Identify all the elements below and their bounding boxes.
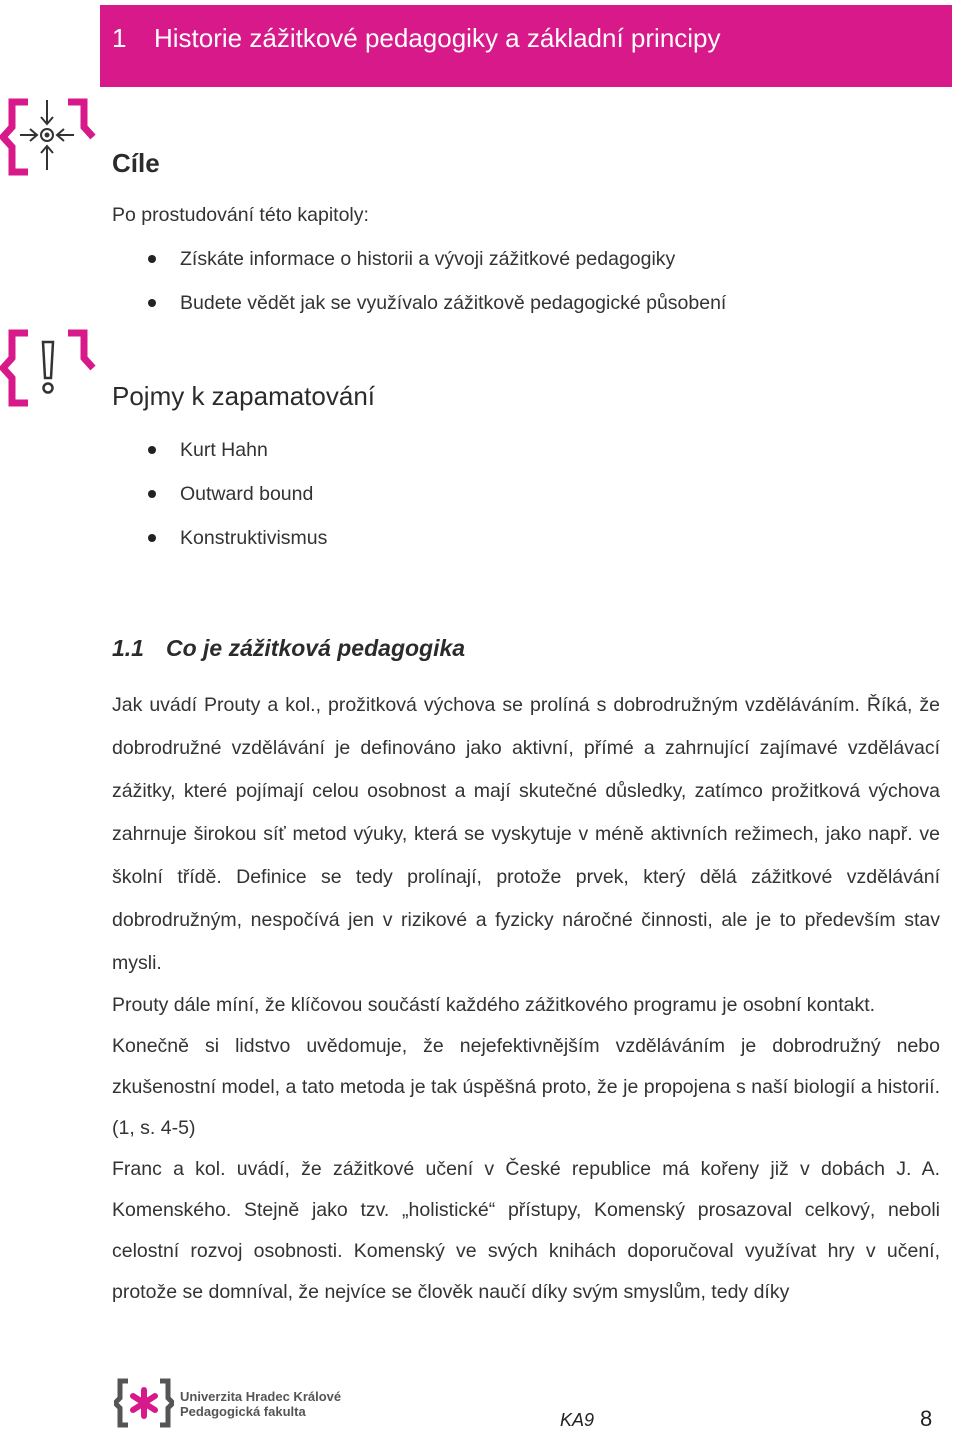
- chapter-number: 1: [112, 23, 127, 53]
- list-item: [112, 288, 726, 332]
- list-item: [112, 244, 726, 288]
- university-line: Univerzita Hradec Králové: [180, 1389, 342, 1404]
- exclamation-icon: [0, 328, 96, 408]
- goals-list: [112, 244, 726, 332]
- list-item-text: Budete vědět jak se využívalo zážitkově pedagogické působení: [180, 292, 727, 314]
- page-number: 8: [920, 1406, 933, 1431]
- chapter-banner: [100, 5, 952, 87]
- paragraph: Jak uvádí Prouty a kol., prožitková výchova se prolíná s dobrodružným vzděláváním. Říká, že dobrodružné vzdělávání je definováno jako aktivní, přímé a zahrnující zajímavé vzdělávací zážitky, které pojímají celou osobnost a mají skutečné důsledky, zatímco prožitková výchova zahrnuje širokou síť metod výuky, která se vyskytuje v méně aktivních režimech, jako např. ve školní třídě. Definice se tedy prolínají, protože prvek, který dělá zážitkové vzdělávání dobrodružným, nespočívá jen v rizikové a fyzicky náročné činnosti, ale je to především stav mysli.: [112, 694, 940, 974]
- paragraph: Prouty dále míní, že klíčovou součástí každého zážitkového programu je osobní kontakt.: [112, 994, 876, 1016]
- list-item-text: Získáte informace o historii a vývoji zážitkové pedagogiky: [180, 248, 676, 270]
- list-item-text: Konstruktivismus: [180, 527, 328, 549]
- chapter-title: Historie zážitkové pedagogiky a základní principy: [154, 23, 721, 53]
- paragraph: Konečně si lidstvo uvědomuje, že nejefektivnějším vzděláváním je dobrodružný nebo zkušenostní model, a tato metoda je tak úspěšná proto, že je propojena s naší biologií a historií. (1, s. 4-5): [112, 1035, 940, 1139]
- goals-intro: Po prostudování této kapitoly:: [112, 204, 369, 226]
- section-number: 1.1: [112, 635, 144, 661]
- goals-heading: Cíle: [112, 148, 160, 178]
- bullet-icon: [148, 446, 156, 454]
- university-name: [180, 1389, 341, 1419]
- list-item-text: Outward bound: [180, 483, 314, 505]
- terms-list: [112, 435, 327, 567]
- bullet-icon: [148, 299, 156, 307]
- bullet-icon: [148, 490, 156, 498]
- course-code: KA9: [560, 1410, 595, 1430]
- list-item: [112, 523, 327, 567]
- target-arrows-icon: [0, 97, 96, 177]
- bullet-icon: [148, 534, 156, 542]
- section-heading: [112, 635, 465, 662]
- asterisk-logo-icon: [114, 1378, 174, 1428]
- paragraph: Franc a kol. uvádí, že zážitkové učení v České republice má kořeny již v dobách J. A. Komenského. Stejně jako tzv. „holistické“ přístupy, Komenský prosazoval celkový, neboli celostní rozvoj osobnosti. Komenský ve svých knihách doporučoval využívat hry v učení, protože se domníval, že nejvíce se člověk naučí díky svým smyslům, tedy díky: [112, 1158, 940, 1303]
- list-item: [112, 435, 327, 479]
- list-item-text: Kurt Hahn: [180, 439, 268, 461]
- faculty-line: Pedagogická fakulta: [180, 1404, 306, 1419]
- bullet-icon: [148, 255, 156, 263]
- terms-heading: Pojmy k zapamatování: [112, 381, 376, 411]
- paragraph-group: [112, 985, 940, 1149]
- list-item: [112, 479, 327, 523]
- section-title: Co je zážitková pedagogika: [165, 635, 466, 661]
